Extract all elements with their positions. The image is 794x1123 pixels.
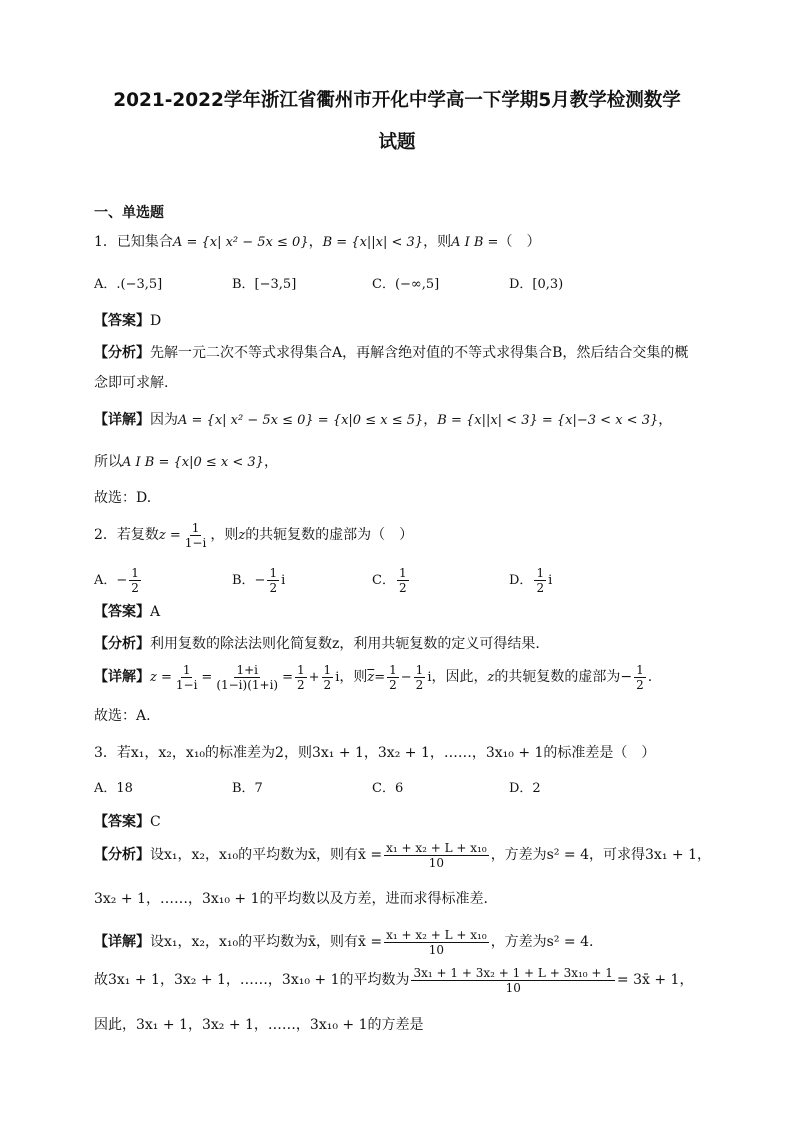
q1-detail-eq2: B = {x||x| < 3} = {x|−3 < x < 3} xyxy=(437,413,659,428)
q1-detail-text: 因为 xyxy=(150,412,178,428)
q2-d-f2-den: (1−i)(1+i) xyxy=(216,677,279,692)
q2-d-z2: z xyxy=(487,670,495,685)
q3-detail-frac xyxy=(384,928,489,957)
q2-d-frac7 xyxy=(634,663,646,692)
q1-sep: ， xyxy=(308,234,323,250)
q3-analysis-b: ，方差为s² = 4，可求得3x₁ + 1， xyxy=(490,847,711,863)
q2-d-frac4 xyxy=(322,663,334,692)
q2-d-f1-den: 1−i xyxy=(175,677,198,692)
q3-detail-line1 xyxy=(94,925,593,959)
q2-opt-a-den: 2 xyxy=(131,581,139,595)
q1-detail-end: ， xyxy=(658,412,673,428)
q2-stem-tail: 的共轭复数的虚部为（ ） xyxy=(245,527,414,543)
q3-answer-value: C xyxy=(150,814,161,830)
q2-opt-a-num: 1 xyxy=(131,566,139,580)
q2-opt-b-den: 2 xyxy=(269,581,278,595)
q2-opt-d-den: 2 xyxy=(536,581,545,595)
q3-detail-b: ，方差为s² = 4. xyxy=(490,934,594,950)
q2-frac-den: 1−i xyxy=(184,535,207,550)
q2-analysis xyxy=(94,634,540,654)
q3-option-b: B．7 xyxy=(232,781,263,796)
q3-detail-a: 设x₁，x₂，x₁₀的平均数为x̄，则有x̄ = xyxy=(150,934,383,950)
q2-opt-b-num: 1 xyxy=(269,566,278,580)
q1-stem-paren: （ ） xyxy=(498,234,541,250)
q1-detail-line2 xyxy=(94,452,278,473)
question-3-stem: 3．若x₁，x₂，x₁₀的标准差为2，则3x₁ + 1，3x₂ + 1，……，3x₁₀ + 1的标准差是（ ） xyxy=(94,745,656,761)
q2-d-eq2: = xyxy=(282,670,293,685)
q2-d-f6-num: 1 xyxy=(415,662,424,677)
q3-option-d: D．2 xyxy=(509,781,541,796)
q2-opt-c-num: 1 xyxy=(398,566,407,580)
q2-answer xyxy=(94,602,160,622)
q2-d-i2: i xyxy=(427,670,432,685)
q2-d-f4-den: 2 xyxy=(323,677,332,692)
q2-option-a xyxy=(94,566,143,595)
q3-detail-num: x₁ + x₂ + L + x₁₀ xyxy=(386,927,487,942)
q3-analysis-num: x₁ + x₂ + L + x₁₀ xyxy=(386,840,487,855)
q2-opt-b-frac xyxy=(267,566,279,595)
q3-option-c: C．6 xyxy=(372,781,404,796)
q3-option-a: A．18 xyxy=(94,781,133,796)
q3-detail2-den: 10 xyxy=(505,980,521,995)
q1-analysis-text: 先解一元二次不等式求得集合A，再解含绝对值的不等式求得集合B，然后结合交集的概 xyxy=(150,345,689,361)
q2-opt-a-frac xyxy=(129,566,141,595)
q3-detail-line3: 因此，3x₁ + 1，3x₂ + 1，……，3x₁₀ + 1的方差是 xyxy=(94,1017,424,1033)
q2-d-zbar: $\overline{z}$ xyxy=(367,670,375,685)
q2-d-f5-num: 1 xyxy=(389,662,397,677)
q2-d-eq3: = xyxy=(374,670,386,685)
q2-d-frac2 xyxy=(214,663,280,692)
q2-d-eq: = xyxy=(201,670,213,685)
q1-stem-text-b: ，则 xyxy=(423,234,452,250)
q2-frac-num: 1 xyxy=(191,520,200,535)
q2-answer-value: A xyxy=(150,604,161,620)
q3-analysis-line1 xyxy=(94,838,711,872)
q3-detail-line2 xyxy=(94,963,693,997)
q2-option-d xyxy=(509,566,552,595)
section-heading: 一、单选题 xyxy=(94,205,164,221)
q1-detail-eq1: A = {x| x² − 5x ≤ 0} = {x|0 ≤ x ≤ 5} xyxy=(178,413,424,428)
q2-d-frac5 xyxy=(387,663,399,692)
q2-opt-c-den: 2 xyxy=(398,581,407,595)
q1-set-a: A = {x| x² − 5x ≤ 0} xyxy=(172,235,309,250)
q2-opt-a-prefix: A．− xyxy=(94,573,128,588)
q2-opt-d-num: 1 xyxy=(536,566,545,580)
q2-d-frac6 xyxy=(414,663,426,692)
q1-detail-sep: ， xyxy=(423,412,438,428)
q3-detail2-frac xyxy=(411,966,614,995)
q2-opt-c-frac xyxy=(397,566,409,595)
q1-set-b: B = {x||x| < 3} xyxy=(322,235,424,250)
q2-d-text2: 的共轭复数的虚部为− xyxy=(494,669,633,685)
question-2-stem xyxy=(94,520,413,551)
q3-detail2-a: 故3x₁ + 1，3x₂ + 1，……，3x₁₀ + 1的平均数为 xyxy=(94,972,410,988)
q2-d-f1-num: 1 xyxy=(182,662,191,677)
detail-label: 【详解】 xyxy=(94,412,150,428)
answer-label: 【答案】 xyxy=(94,814,150,830)
page-title-line2: 试题 xyxy=(378,132,416,153)
q2-stem-text: 2．若复数 xyxy=(94,527,159,543)
q2-opt-c-prefix: C． xyxy=(372,573,395,588)
q2-z: z xyxy=(238,528,246,543)
q3-analysis-den: 10 xyxy=(428,855,445,870)
q2-d-f4-num: 1 xyxy=(323,662,332,677)
q2-d-f3-num: 1 xyxy=(297,662,305,677)
q2-opt-b-prefix: B．− xyxy=(232,573,266,588)
q3-detail-den: 10 xyxy=(428,942,445,957)
question-1-stem xyxy=(94,232,540,253)
q1-option-d: D．[0,3) xyxy=(509,277,564,292)
q2-conclusion: 故选：A. xyxy=(94,708,151,724)
q3-answer xyxy=(94,812,161,832)
q2-opt-d-suffix: i xyxy=(548,573,553,588)
analysis-label: 【分析】 xyxy=(94,636,150,652)
q2-d-z: z = xyxy=(150,670,172,685)
q1-conclusion: 故选：D. xyxy=(94,490,152,506)
q2-d-end: . xyxy=(647,669,653,685)
analysis-label: 【分析】 xyxy=(94,345,150,361)
q1-detail2-eq: A I B = {x|0 ≤ x < 3} xyxy=(122,455,264,470)
q3-analysis-a: 设x₁，x₂，x₁₀的平均数为x̄，则有x̄ = xyxy=(150,847,383,863)
page-title-line1: 2021-2022学年浙江省衢州市开化中学高一下学期5月教学检测数学 xyxy=(113,90,681,111)
q1-answer xyxy=(94,311,161,331)
q2-d-f7-den: 2 xyxy=(636,677,644,692)
q2-opt-b-suffix: i xyxy=(281,573,286,588)
q2-d-f7-num: 1 xyxy=(636,662,644,677)
q3-detail2-b: = 3x̄ + 1， xyxy=(616,972,694,988)
q3-analysis-frac xyxy=(384,841,489,870)
q2-d-minus: − xyxy=(400,670,412,685)
q1-analysis-line1 xyxy=(94,343,688,363)
q2-detail xyxy=(94,660,652,695)
q2-d-f2-num: 1+i xyxy=(236,662,258,677)
q3-analysis-line2: 3x₂ + 1，……，3x₁₀ + 1的平均数以及方差，进而求得标准差. xyxy=(94,891,488,907)
q2-d-f5-den: 2 xyxy=(389,677,397,692)
detail-label: 【详解】 xyxy=(94,934,150,950)
q2-d-text: ，因此， xyxy=(431,669,488,685)
q1-detail2-text: 所以 xyxy=(94,454,122,470)
q2-option-c xyxy=(372,566,411,595)
q2-z-eq: z = xyxy=(158,528,181,543)
q2-stem-then: ，则 xyxy=(210,527,239,543)
q1-analysis-line2: 念即可求解. xyxy=(94,375,169,391)
q1-option-a: A．.(−3,5] xyxy=(94,277,163,292)
q2-opt-d-prefix: D． xyxy=(509,573,533,588)
q2-d-frac1 xyxy=(174,663,200,692)
q3-detail2-num: 3x₁ + 1 + 3x₂ + 1 + L + 3x₁₀ + 1 xyxy=(413,965,613,980)
q2-analysis-text: 利用复数的除法法则化简复数z，利用共轭复数的定义可得结果. xyxy=(150,636,540,652)
q1-option-c: C．(−∞,5] xyxy=(372,277,440,292)
answer-label: 【答案】 xyxy=(94,604,150,620)
q2-d-i: i xyxy=(335,670,340,685)
q1-detail2-end: ， xyxy=(263,454,278,470)
q1-option-b: B．[−3,5] xyxy=(232,277,297,292)
q1-intersection: A I B = xyxy=(451,235,499,250)
q2-d-f3-den: 2 xyxy=(297,677,305,692)
q1-answer-value: D xyxy=(150,313,162,329)
q2-d-plus: + xyxy=(308,670,320,685)
analysis-label: 【分析】 xyxy=(94,847,150,863)
q2-d-then: ，则 xyxy=(339,669,368,685)
q2-d-frac3 xyxy=(295,663,307,692)
q2-fraction xyxy=(183,521,209,550)
q2-opt-d-frac xyxy=(534,566,546,595)
detail-label: 【详解】 xyxy=(94,669,150,685)
q1-detail-line1 xyxy=(94,410,672,431)
q2-d-f6-den: 2 xyxy=(415,677,424,692)
q2-option-b xyxy=(232,566,285,595)
answer-label: 【答案】 xyxy=(94,313,150,329)
q1-stem-text: 1．已知集合 xyxy=(94,234,173,250)
